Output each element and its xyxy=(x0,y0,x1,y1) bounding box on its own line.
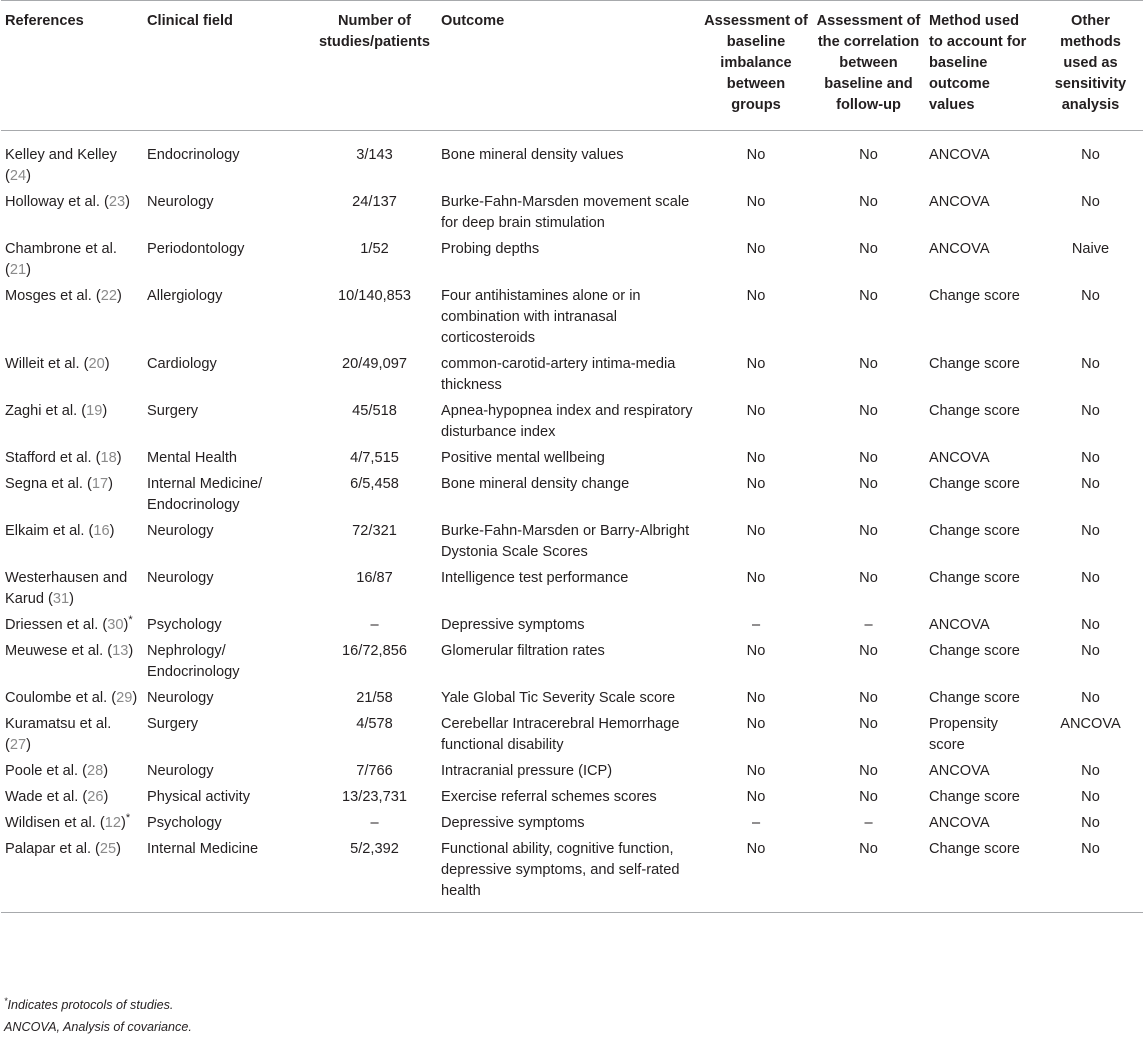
cell-other-methods: No xyxy=(1081,356,1100,372)
cell-reference: Wildisen et al. (12)* xyxy=(5,812,131,831)
reference-authors: Mosges et al. xyxy=(5,288,92,304)
cell-correlation: No xyxy=(859,523,878,539)
reference-authors: Kelley and Kelley xyxy=(5,147,117,163)
reference-number-link[interactable]: 17 xyxy=(91,476,109,492)
reference-number-link[interactable]: 24 xyxy=(9,168,27,184)
cell-correlation: No xyxy=(859,643,878,659)
footnote-protocols-text: Indicates protocols of studies. xyxy=(7,998,174,1013)
cell-baseline-imbalance: No xyxy=(746,570,766,586)
cell-method: Change score xyxy=(929,288,1020,304)
cell-clinical-field: Mental Health xyxy=(147,450,238,466)
cell-outcome: common-carotid-artery intima-media thickness xyxy=(441,356,676,393)
cell-baseline-imbalance: No xyxy=(746,716,766,732)
cell-reference: Stafford et al. (18) xyxy=(5,450,122,466)
reference-authors: Elkaim et al. xyxy=(5,523,85,539)
cell-studies-patients: 16/87 xyxy=(356,570,393,586)
cell-correlation: No xyxy=(859,763,878,779)
cell-outcome: Functional ability, cognitive function, depressive symptoms, and self-rated health xyxy=(441,841,680,899)
cell-method: Change score xyxy=(929,789,1020,805)
reference-number-link[interactable]: 30 xyxy=(107,617,124,633)
reference-number-link[interactable]: 23 xyxy=(108,194,126,210)
cell-correlation: No xyxy=(859,841,878,857)
cell-method: Change score xyxy=(929,476,1020,492)
cell-correlation: No xyxy=(859,194,878,210)
cell-studies-patients: 20/49,097 xyxy=(342,356,407,372)
reference-authors: Stafford et al. xyxy=(5,450,92,466)
table-row xyxy=(1,839,1143,913)
cell-method: Change score xyxy=(929,643,1020,659)
protocol-asterisk: * xyxy=(125,812,131,825)
cell-correlation: No xyxy=(859,570,878,586)
table-row xyxy=(1,568,1143,615)
table-row xyxy=(1,448,1143,474)
cell-reference: Zaghi et al. (19) xyxy=(5,403,108,419)
cell-method: ANCOVA xyxy=(929,241,990,257)
table-row xyxy=(1,131,1143,193)
cell-baseline-imbalance: No xyxy=(746,194,766,210)
cell-other-methods: ANCOVA xyxy=(1060,716,1121,732)
table-row xyxy=(1,286,1143,354)
cell-reference: Palapar et al. (25) xyxy=(5,841,122,857)
cell-baseline-imbalance: No xyxy=(746,288,766,304)
cell-studies-patients: 5/2,392 xyxy=(350,841,399,857)
cell-reference: Mosges et al. (22) xyxy=(5,288,122,304)
header-number-studies: Number of studies/patients xyxy=(318,13,431,50)
cell-method: ANCOVA xyxy=(929,450,990,466)
header-other-methods: Other methods used as sensitivity analysis xyxy=(1054,13,1127,113)
cell-reference: Willeit et al. (20) xyxy=(5,356,110,372)
cell-clinical-field: Neurology xyxy=(147,690,214,706)
reference-number-link[interactable]: 28 xyxy=(86,763,104,779)
reference-authors: Holloway et al. xyxy=(5,194,100,210)
cell-studies-patients: 16/72,856 xyxy=(342,643,407,659)
header-references: References xyxy=(5,13,84,29)
cell-outcome: Exercise referral schemes scores xyxy=(441,789,657,805)
cell-clinical-field: Neurology xyxy=(147,763,214,779)
reference-authors: Wildisen et al. xyxy=(5,815,96,831)
cell-clinical-field: Neurology xyxy=(147,194,214,210)
cell-outcome: Bone mineral density values xyxy=(441,147,624,163)
cell-studies-patients: 24/137 xyxy=(352,194,397,210)
cell-clinical-field: Psychology xyxy=(147,815,222,831)
cell-correlation: – xyxy=(864,815,873,831)
cell-clinical-field: Surgery xyxy=(147,716,199,732)
reference-number-link[interactable]: 29 xyxy=(116,690,133,706)
cell-baseline-imbalance: No xyxy=(746,789,766,805)
cell-outcome: Glomerular filtration rates xyxy=(441,643,605,659)
cell-correlation: No xyxy=(859,241,878,257)
cell-other-methods: Naive xyxy=(1071,241,1110,257)
header-baseline-imbalance: Assessment of baseline imbalance between groups xyxy=(704,13,808,113)
cell-method: ANCOVA xyxy=(929,763,990,779)
cell-other-methods: No xyxy=(1081,450,1100,466)
cell-reference: Kuramatsu et al. (27) xyxy=(5,716,112,753)
cell-clinical-field: Neurology xyxy=(147,523,214,539)
cell-method: Change score xyxy=(929,690,1020,706)
table-footnotes xyxy=(4,990,192,1038)
cell-baseline-imbalance: No xyxy=(746,643,766,659)
header-outcome: Outcome xyxy=(441,13,505,29)
cell-method: Change score xyxy=(929,356,1020,372)
cell-method: ANCOVA xyxy=(929,617,990,633)
cell-reference: Coulombe et al. (29) xyxy=(5,690,138,706)
cell-baseline-imbalance: No xyxy=(746,147,766,163)
reference-number-link[interactable]: 21 xyxy=(9,262,27,278)
reference-number-link[interactable]: 22 xyxy=(100,288,117,304)
cell-correlation: No xyxy=(859,450,878,466)
cell-other-methods: No xyxy=(1081,617,1100,633)
cell-correlation: No xyxy=(859,403,878,419)
cell-studies-patients: 10/140,853 xyxy=(337,288,412,304)
cell-correlation: No xyxy=(859,147,878,163)
reference-authors: Meuwese et al. xyxy=(5,643,104,659)
table-row xyxy=(1,521,1143,568)
reference-authors: Palapar et al. xyxy=(5,841,91,857)
table-row xyxy=(1,192,1143,239)
cell-reference: Driessen et al. (30)* xyxy=(5,614,133,633)
cell-other-methods: No xyxy=(1081,570,1100,586)
cell-clinical-field: Endocrinology xyxy=(147,147,240,163)
cell-clinical-field: Allergiology xyxy=(147,288,223,304)
table-row xyxy=(1,714,1143,761)
cell-correlation: No xyxy=(859,716,878,732)
cell-outcome: Burke-Fahn-Marsden movement scale for deep brain stimulation xyxy=(441,194,690,231)
header-clinical-field: Clinical field xyxy=(147,13,233,29)
cell-correlation: – xyxy=(864,617,873,633)
cell-clinical-field: Neurology xyxy=(147,570,214,586)
cell-studies-patients: 3/143 xyxy=(356,147,393,163)
footnote-protocols xyxy=(4,990,192,1016)
table-row xyxy=(1,239,1143,286)
cell-baseline-imbalance: No xyxy=(746,476,766,492)
cell-clinical-field: Psychology xyxy=(147,617,222,633)
cell-outcome: Depressive symptoms xyxy=(441,617,585,633)
cell-method: Change score xyxy=(929,570,1020,586)
cell-studies-patients: 4/578 xyxy=(356,716,393,732)
table-row xyxy=(1,615,1143,641)
header-correlation: Assessment of the correlation between baseline and follow-up xyxy=(816,13,921,113)
table-body xyxy=(1,131,1143,913)
reference-authors: Coulombe et al. xyxy=(5,690,108,706)
cell-outcome: Four antihistamines alone or in combination with intranasal corticosteroids xyxy=(441,288,641,346)
cell-clinical-field: Internal Medicine/ Endocrinology xyxy=(147,476,263,513)
cell-other-methods: No xyxy=(1081,523,1100,539)
reference-number-link[interactable]: 13 xyxy=(112,643,129,659)
footnote-asterisk: * xyxy=(4,996,8,1006)
cell-reference: Poole et al. (28) xyxy=(5,763,109,779)
protocol-asterisk: * xyxy=(128,614,133,627)
cell-reference: Elkaim et al. (16) xyxy=(5,523,115,539)
reference-authors: Poole et al. xyxy=(5,763,79,779)
cell-outcome: Bone mineral density change xyxy=(441,476,630,492)
reference-number-link[interactable]: 18 xyxy=(100,450,117,466)
cell-studies-patients: 1/52 xyxy=(360,241,389,257)
cell-reference: Segna et al. (17) xyxy=(5,476,113,492)
reference-authors: Westerhausen and Karud xyxy=(5,570,128,607)
cell-studies-patients: 45/518 xyxy=(352,403,397,419)
footnote-ancova: ANCOVA, Analysis of covariance. xyxy=(4,1020,192,1035)
cell-other-methods: No xyxy=(1081,690,1100,706)
cell-outcome: Intracranial pressure (ICP) xyxy=(441,763,613,779)
cell-baseline-imbalance: No xyxy=(746,403,766,419)
cell-outcome: Apnea-hypopnea index and respiratory disturbance index xyxy=(441,403,693,440)
cell-studies-patients: 13/23,731 xyxy=(342,789,407,805)
cell-baseline-imbalance: No xyxy=(746,690,766,706)
cell-reference: Kelley and Kelley (24) xyxy=(5,147,117,184)
cell-studies-patients: 6/5,458 xyxy=(350,476,399,492)
table-row xyxy=(1,474,1143,521)
cell-baseline-imbalance: – xyxy=(751,617,761,633)
table-row xyxy=(1,354,1143,401)
reference-authors: Segna et al. xyxy=(5,476,83,492)
cell-clinical-field: Periodontology xyxy=(147,241,245,257)
reference-number-link[interactable]: 16 xyxy=(93,523,110,539)
cell-correlation: No xyxy=(859,789,878,805)
cell-other-methods: No xyxy=(1081,763,1100,779)
cell-other-methods: No xyxy=(1081,815,1100,831)
reference-authors: Willeit et al. xyxy=(5,356,80,372)
cell-reference: Meuwese et al. (13) xyxy=(5,643,134,659)
reference-authors: Wade et al. xyxy=(5,789,79,805)
cell-studies-patients: 72/321 xyxy=(352,523,397,539)
cell-baseline-imbalance: No xyxy=(746,763,766,779)
cell-correlation: No xyxy=(859,690,878,706)
cell-studies-patients: 21/58 xyxy=(356,690,393,706)
table-row xyxy=(1,641,1143,688)
cell-baseline-imbalance: No xyxy=(746,450,766,466)
reference-number-link[interactable]: 19 xyxy=(86,403,103,419)
cell-clinical-field: Internal Medicine xyxy=(147,841,259,857)
cell-reference: Wade et al. (26) xyxy=(5,789,109,805)
reference-number-link[interactable]: 12 xyxy=(104,815,121,831)
cell-method: Change score xyxy=(929,523,1020,539)
cell-outcome: Depressive symptoms xyxy=(441,815,585,831)
table-row xyxy=(1,401,1143,448)
table-row xyxy=(1,688,1143,714)
cell-method: ANCOVA xyxy=(929,815,990,831)
cell-other-methods: No xyxy=(1081,476,1100,492)
cell-other-methods: No xyxy=(1081,194,1100,210)
cell-baseline-imbalance: No xyxy=(746,241,766,257)
reference-authors: Driessen et al. xyxy=(5,617,99,633)
cell-other-methods: No xyxy=(1081,288,1100,304)
table-row xyxy=(1,787,1143,813)
reference-number-link[interactable]: 31 xyxy=(52,591,70,607)
cell-method: Change score xyxy=(929,841,1020,857)
cell-other-methods: No xyxy=(1081,789,1100,805)
cell-other-methods: No xyxy=(1081,147,1100,163)
cell-clinical-field: Nephrology/ Endocrinology xyxy=(147,643,240,680)
cell-baseline-imbalance: No xyxy=(746,841,766,857)
cell-other-methods: No xyxy=(1081,403,1100,419)
header-method: Method used to account for baseline outcome values xyxy=(929,13,1027,113)
cell-method: Change score xyxy=(929,403,1020,419)
cell-clinical-field: Surgery xyxy=(147,403,199,419)
cell-method: Propensity score xyxy=(929,716,998,753)
cell-reference: Westerhausen and Karud (31) xyxy=(5,570,128,607)
cell-outcome: Yale Global Tic Severity Scale score xyxy=(441,690,676,706)
cell-correlation: No xyxy=(859,476,878,492)
cell-baseline-imbalance: No xyxy=(746,356,766,372)
cell-outcome: Cerebellar Intracerebral Hemorrhage functional disability xyxy=(441,716,680,753)
cell-studies-patients: 7/766 xyxy=(356,763,393,779)
reference-authors: Chambrone et al. xyxy=(5,241,117,257)
studies-table xyxy=(1,0,1143,913)
cell-studies-patients: 4/7,515 xyxy=(350,450,399,466)
table-header xyxy=(1,1,1143,131)
table-row xyxy=(1,761,1143,787)
reference-authors: Kuramatsu et al. xyxy=(5,716,112,732)
cell-baseline-imbalance: No xyxy=(746,523,766,539)
cell-studies-patients: – xyxy=(370,617,379,633)
cell-outcome: Probing depths xyxy=(441,241,540,257)
cell-outcome: Intelligence test performance xyxy=(441,570,629,586)
reference-number-link[interactable]: 27 xyxy=(9,737,27,753)
cell-reference: Holloway et al. (23) xyxy=(5,194,130,210)
cell-baseline-imbalance: – xyxy=(751,815,761,831)
cell-reference: Chambrone et al. (21) xyxy=(5,241,117,278)
cell-method: ANCOVA xyxy=(929,194,990,210)
cell-other-methods: No xyxy=(1081,841,1100,857)
table-row xyxy=(1,813,1143,839)
reference-number-link[interactable]: 25 xyxy=(99,841,117,857)
cell-studies-patients: – xyxy=(370,815,379,831)
reference-number-link[interactable]: 26 xyxy=(87,789,104,805)
cell-clinical-field: Physical activity xyxy=(147,789,250,805)
cell-outcome: Burke-Fahn-Marsden or Barry-Albright Dystonia Scale Scores xyxy=(441,523,690,560)
cell-correlation: No xyxy=(859,288,878,304)
cell-other-methods: No xyxy=(1081,643,1100,659)
cell-correlation: No xyxy=(859,356,878,372)
reference-authors: Zaghi et al. xyxy=(5,403,78,419)
cell-clinical-field: Cardiology xyxy=(147,356,217,372)
cell-method: ANCOVA xyxy=(929,147,990,163)
cell-outcome: Positive mental wellbeing xyxy=(441,450,605,466)
reference-number-link[interactable]: 20 xyxy=(88,356,105,372)
